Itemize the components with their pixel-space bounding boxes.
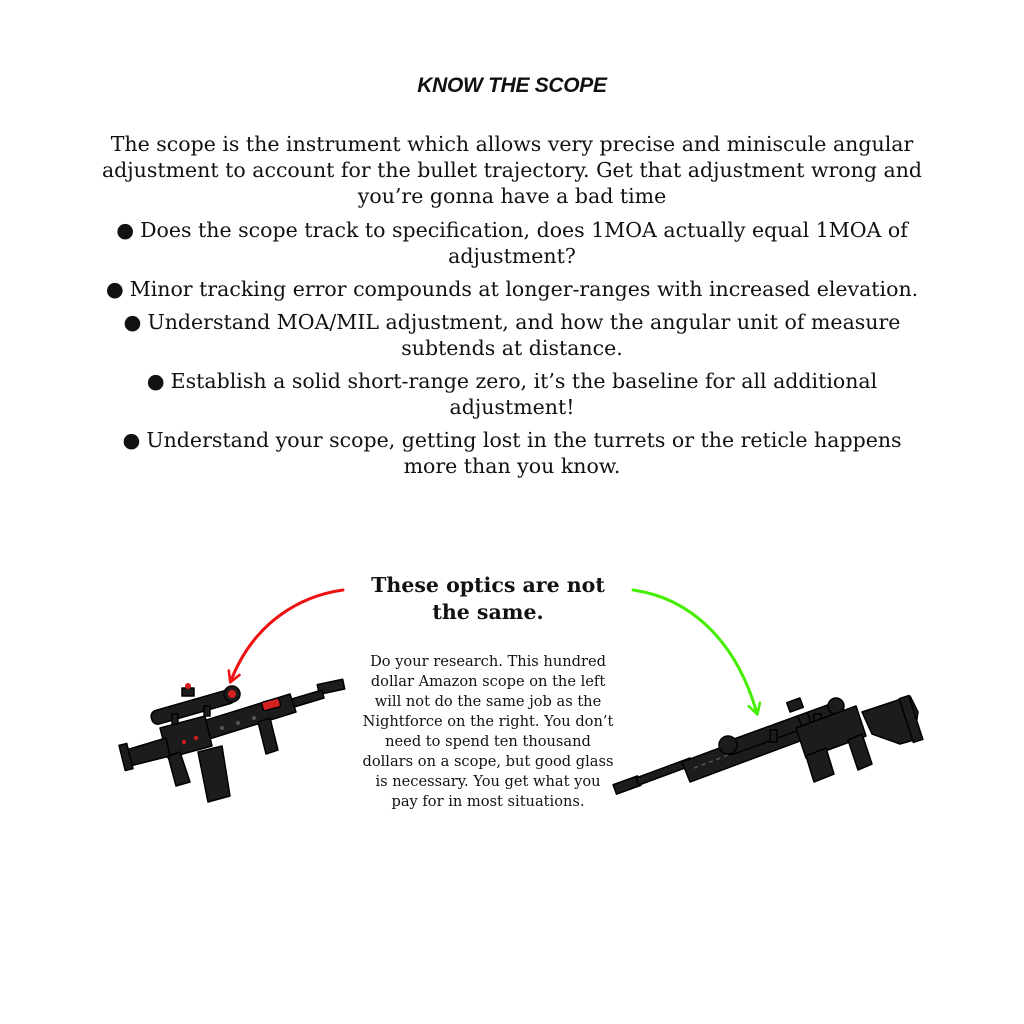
callout-heading: These optics are not the same. bbox=[371, 573, 605, 624]
intro-paragraph: The scope is the instrument which allows very precise and miniscule angular adjustment to account for the bullet trajectory. Get that adjustment wrong and you’re gonna have a bad time bbox=[101, 132, 923, 208]
bullet-icon: ● bbox=[105, 277, 124, 301]
curved-arrow-left-icon bbox=[232, 590, 343, 678]
list-item-text: Understand your scope, getting lost in the turrets or the reticle happens more than you know. bbox=[146, 428, 902, 478]
ar-rifle-budget-scope-illustration bbox=[119, 679, 345, 802]
callout-body: Do your research. This hundred dollar Amazon scope on the left will not do the same job as the Nightforce on the right. You don’t need to spend ten thousand dollars on a scope, but good glass is necessary. You get what you pay for in most situations. bbox=[362, 653, 614, 810]
list-item-text: Understand MOA/MIL adjustment, and how the angular unit of measure subtends at distance. bbox=[147, 310, 901, 360]
list-item-text: Minor tracking error compounds at longer-ranges with increased elevation. bbox=[129, 277, 919, 301]
curved-arrow-right-icon bbox=[633, 590, 756, 710]
page-title: KNOW THE SCOPE bbox=[417, 74, 607, 97]
list-item-text: Does the scope track to specification, does 1MOA actually equal 1MOA of adjustment? bbox=[140, 218, 908, 268]
bullet-icon: ● bbox=[123, 310, 142, 334]
precision-rifle-nightforce-scope-illustration bbox=[613, 696, 923, 795]
bullet-icon: ● bbox=[122, 428, 141, 452]
bullet-icon: ● bbox=[146, 369, 165, 393]
list-item-text: Establish a solid short-range zero, it’s the baseline for all additional adjustment! bbox=[170, 369, 878, 419]
bullet-icon: ● bbox=[116, 218, 135, 242]
